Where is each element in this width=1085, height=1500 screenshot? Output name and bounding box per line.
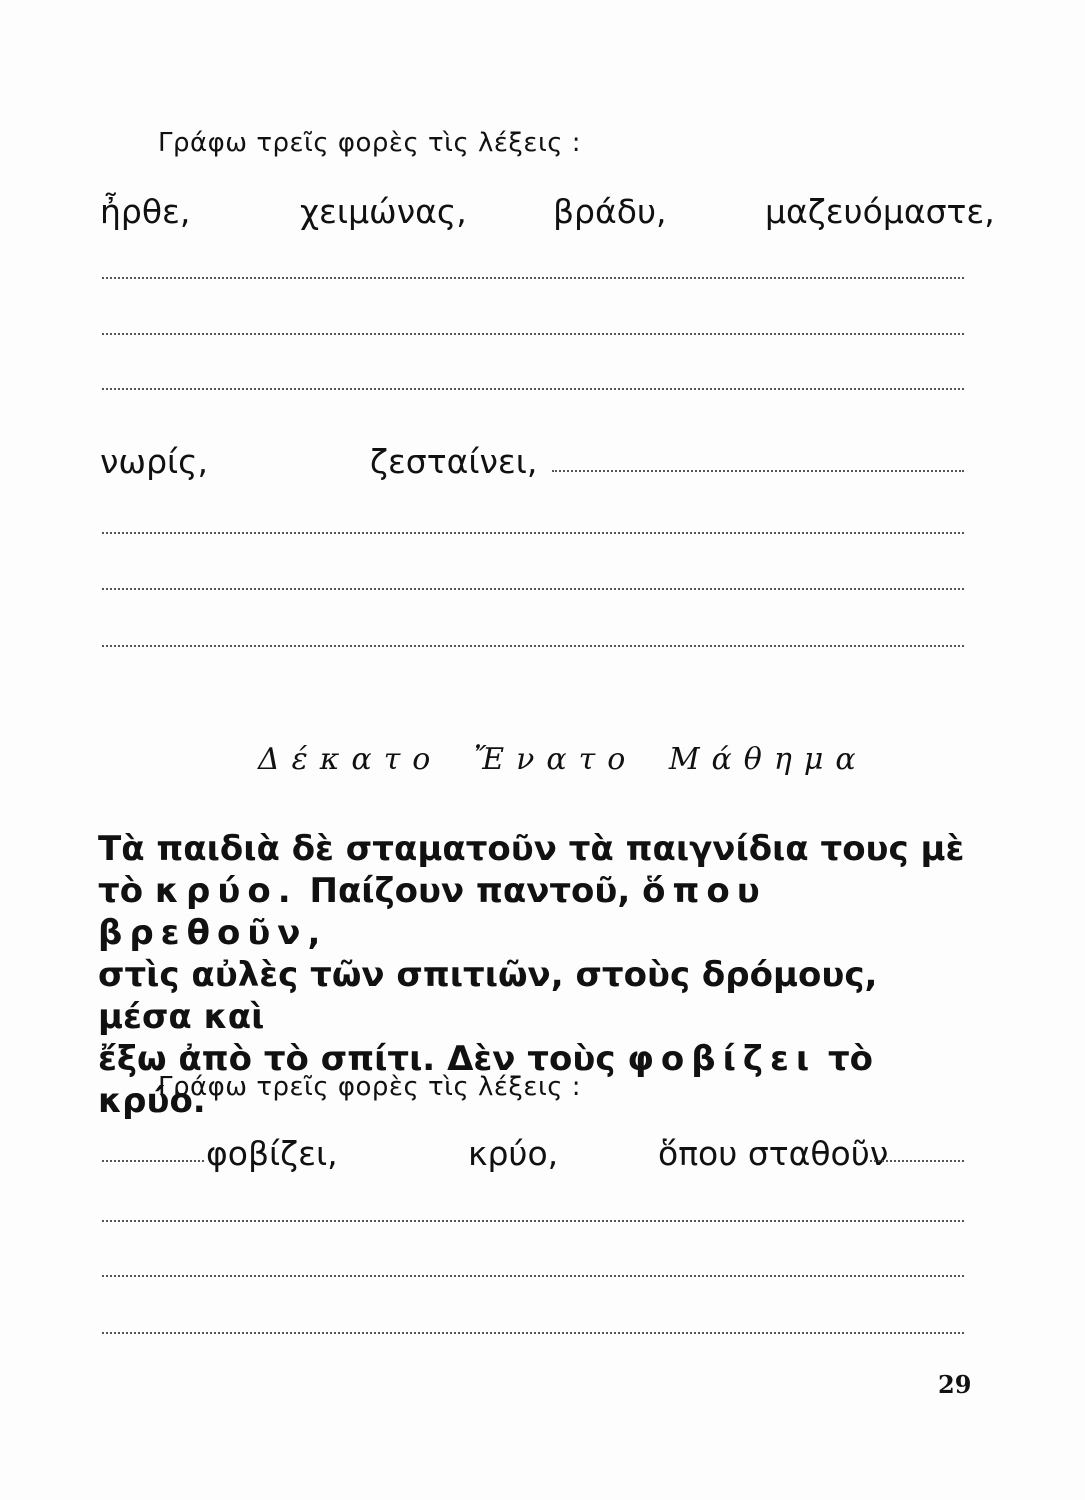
word-vradu: βράδυ, — [553, 192, 667, 231]
writing-line[interactable] — [102, 388, 964, 390]
writing-line[interactable] — [102, 277, 964, 279]
word-irthe: ἦρθε, — [100, 192, 191, 231]
writing-line[interactable] — [102, 1275, 964, 1277]
word-mazeuomaste: μαζευόμαστε, — [765, 192, 995, 231]
word-fovizei: φοβίζει, — [206, 1134, 338, 1173]
word-kryo: κρύο, — [468, 1134, 559, 1173]
paragraph-text: Παίζουν παντοῦ, — [309, 871, 631, 911]
paragraph-line-2 — [98, 870, 978, 954]
paragraph-text: τὸ — [98, 871, 144, 911]
writing-line[interactable] — [102, 532, 964, 534]
paragraph-line-3: στὶς αὐλὲς τῶν σπιτιῶν, στοὺς δρόμους, μέσα καὶ — [98, 955, 878, 1037]
word-opou-stathoun: ὅπου σταθοῦν — [658, 1134, 889, 1173]
writing-line[interactable] — [102, 645, 964, 647]
paragraph-emphasis: φοβίζει — [627, 1039, 817, 1079]
writing-line[interactable] — [102, 1160, 204, 1162]
paragraph-text: ἔξω ἀπὸ τὸ σπίτι. Δὲν τοὺς — [98, 1039, 616, 1079]
paragraph-text: τὸ κρύο. — [98, 1039, 874, 1121]
lesson-title: Δέκατο Ἔνατο Μάθημα — [258, 742, 868, 777]
writing-line[interactable] — [552, 470, 964, 472]
word-xeimonas: χειμώνας, — [300, 192, 467, 231]
paragraph-line-1: Τὰ παιδιὰ δὲ σταματοῦν τὰ παιγνίδια τους μὲ — [98, 829, 965, 869]
writing-line[interactable] — [102, 1220, 964, 1222]
page-number: 29 — [938, 1370, 972, 1399]
instruction-1: Γράφω τρεῖς φορὲς τὶς λέξεις : — [158, 128, 582, 158]
writing-line[interactable] — [102, 588, 964, 590]
writing-line[interactable] — [102, 1332, 964, 1334]
writing-line[interactable] — [870, 1160, 964, 1162]
paragraph-emphasis: ὅπου βρεθοῦν, — [98, 871, 767, 953]
instruction-2: Γράφω τρεῖς φορὲς τὶς λέξεις : — [158, 1072, 582, 1102]
paragraph-emphasis: κρύο. — [154, 871, 298, 911]
word-noris: νωρίς, — [100, 442, 209, 481]
writing-line[interactable] — [102, 333, 964, 335]
word-zestainei: ζεσταίνει, — [370, 442, 538, 481]
